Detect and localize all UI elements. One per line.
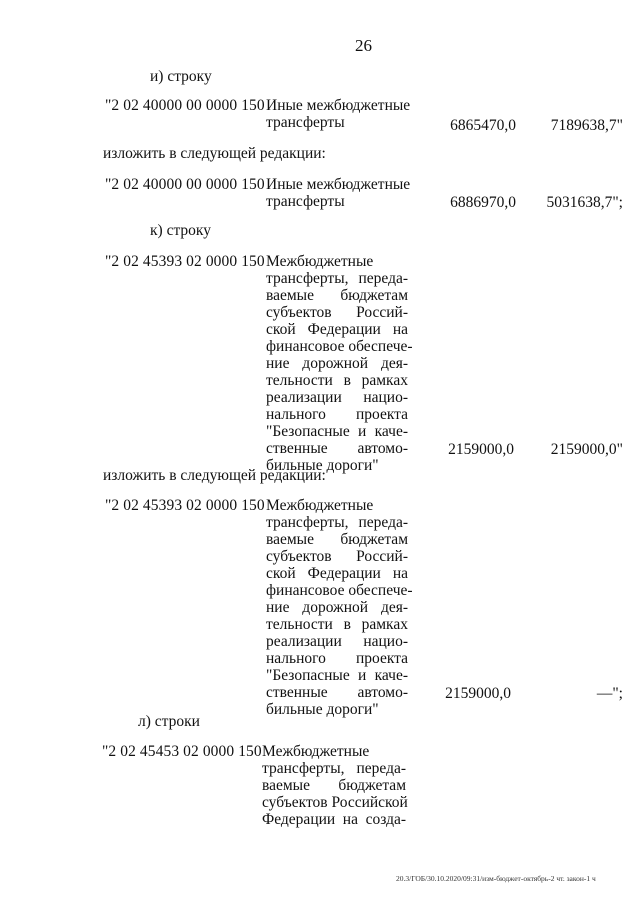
description-line: бильные дороги" (266, 701, 379, 718)
description-line: субъектов Россий- (266, 548, 408, 565)
description-line: ние дорожной дея- (266, 599, 408, 616)
description-line: финансовое обеспече- (266, 338, 413, 355)
description-line: Иные межбюджетные (266, 97, 411, 114)
description-line: Федерации на созда- (262, 811, 406, 828)
value-primary: 6865470,0 (450, 117, 516, 134)
description-line: тельности в рамках (266, 616, 408, 633)
description-line: ние дорожной дея- (266, 355, 408, 372)
section-heading-restate: изложить в следующей редакции: (103, 467, 326, 484)
description-line: ваемые бюджетам (262, 777, 406, 794)
budget-code: "2 02 45393 02 0000 150 (105, 253, 265, 270)
value-primary: 6886970,0 (450, 194, 516, 211)
description-line: ваемые бюджетам (266, 287, 408, 304)
section-heading-restate: изложить в следующей редакции: (103, 145, 326, 162)
description-line: ваемые бюджетам (266, 531, 408, 548)
section-heading-k: к) строку (150, 222, 211, 239)
value-secondary: 7189638,7" (550, 117, 623, 134)
description-line: трансферты, переда- (266, 514, 408, 531)
section-heading-i: и) строку (150, 68, 212, 85)
budget-description (262, 743, 406, 828)
page-number: 26 (355, 36, 372, 55)
description-line: реализации нацио- (266, 633, 408, 650)
section-heading-l: л) строки (138, 713, 200, 730)
document-footer: 20.3/ГОБ/30.10.2020/09:31/изм-бюджет-октябрь-2 чт. закон-1 ч (396, 874, 596, 883)
description-line: ской Федерации на (266, 565, 408, 582)
description-line: субъектов Россий- (266, 304, 408, 321)
description-line: Иные межбюджетные (266, 176, 411, 193)
description-line: тельности в рамках (266, 372, 408, 389)
description-line: бильные дороги" (266, 457, 379, 474)
description-line: реализации нацио- (266, 389, 408, 406)
budget-description (266, 97, 411, 131)
budget-description (266, 253, 413, 474)
description-line: нального проекта (266, 406, 408, 423)
budget-code: "2 02 40000 00 0000 150 (105, 97, 265, 114)
budget-code: "2 02 40000 00 0000 150 (105, 176, 265, 193)
description-line: финансовое обеспече- (266, 582, 413, 599)
description-line: ственные автомо- (266, 440, 408, 457)
description-line: ской Федерации на (266, 321, 408, 338)
description-line: субъектов Российской (262, 794, 408, 811)
budget-description (266, 497, 413, 718)
description-line: Межбюджетные (266, 497, 374, 514)
value-secondary: 2159000,0" (550, 441, 623, 458)
description-line: трансферты (266, 193, 345, 210)
value-primary: 2159000,0 (448, 441, 514, 458)
description-line: Межбюджетные (266, 253, 374, 270)
value-secondary: 5031638,7"; (546, 194, 623, 211)
description-line: "Безопасные и каче- (266, 423, 408, 440)
value-primary: 2159000,0 (445, 685, 511, 702)
budget-code: "2 02 45453 02 0000 150 (102, 743, 262, 760)
description-line: Межбюджетные (262, 743, 370, 760)
description-line: "Безопасные и каче- (266, 667, 408, 684)
value-secondary: —"; (596, 685, 623, 702)
description-line: трансферты, переда- (262, 760, 406, 777)
description-line: трансферты, переда- (266, 270, 408, 287)
budget-code: "2 02 45393 02 0000 150 (105, 497, 265, 514)
budget-description (266, 176, 411, 210)
description-line: трансферты (266, 114, 345, 131)
description-line: ственные автомо- (266, 684, 408, 701)
description-line: нального проекта (266, 650, 408, 667)
